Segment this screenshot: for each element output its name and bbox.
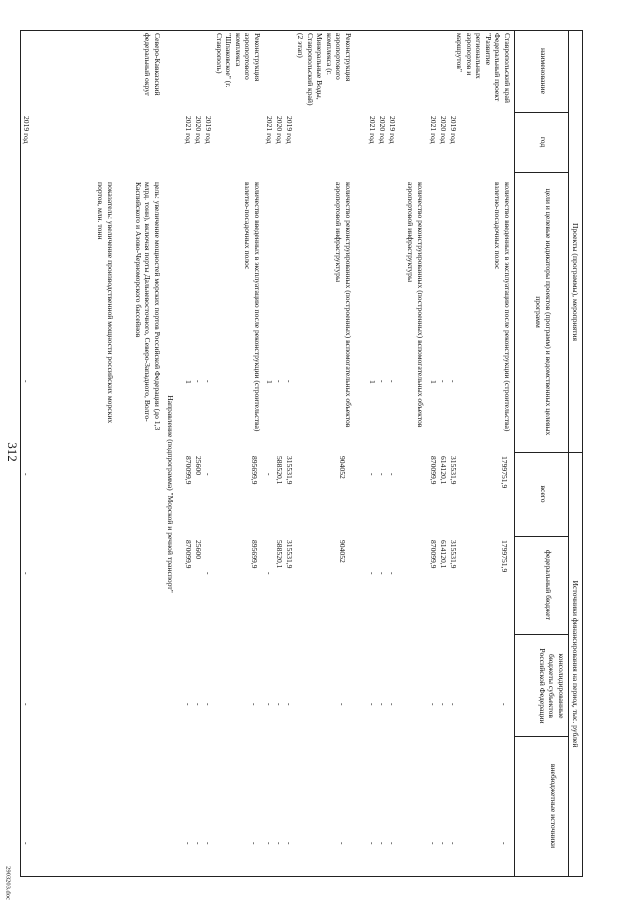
cell-total: - [388, 473, 397, 476]
cell-year: 2021 год [265, 116, 274, 144]
cell-total: 25600 [194, 456, 203, 475]
cell-total: - [368, 473, 377, 476]
cell-regional: - [275, 703, 284, 706]
cell-federal: 315531,9 [285, 540, 294, 569]
cell-federal: 588520,1 [275, 540, 284, 569]
cell-extra: - [194, 842, 203, 845]
cell-federal: 904052 [338, 540, 347, 563]
cell-year: 2019 год [285, 116, 294, 144]
goal-text: цель: увеличение мощностей морских портов Российской Федерации (до 1,3 млрд. тонн), включая порты Дальневосточного, Северо-Западного, Волго-Каспийского и Азово-Черноморского бассейнов [134, 182, 162, 431]
cell-federal: 870099,9 [184, 540, 193, 569]
cell-extra: - [204, 842, 213, 845]
cell-federal: - [368, 572, 377, 575]
page-number: 312 [5, 442, 20, 462]
header-total: всего [539, 485, 548, 503]
cell-regional: - [22, 703, 31, 706]
header-group-divider [568, 30, 569, 877]
cell-regional: - [368, 703, 377, 706]
cell-year: 2019 год [449, 116, 458, 144]
cell-extra: - [184, 842, 193, 845]
cell-value: 1 [429, 380, 438, 384]
cell-value: - [388, 380, 397, 383]
cell-year: 2020 год [439, 116, 448, 144]
cell-regional: - [204, 703, 213, 706]
cell-federal: 870099,9 [429, 540, 438, 569]
cell-total: 895699,9 [250, 456, 259, 485]
indicator-aux-objects: количество реконструированных (построенных) вспомогательных объектов аэропортовой инфраструктуры [406, 182, 425, 428]
cell-federal: 25600 [194, 540, 203, 559]
cell-regional: - [338, 703, 347, 706]
cell-dash: - [439, 842, 448, 845]
cell-value: - [194, 380, 203, 383]
header-bottom-border [514, 30, 515, 877]
direction-title: Направление (подпрограмма) "Морской и речной транспорт" [166, 395, 175, 593]
cell-total: 870099,9 [184, 456, 193, 485]
cell-regional: - [378, 703, 387, 706]
cell-extra: - [250, 842, 259, 845]
cell-total: - [22, 473, 31, 476]
cell-extra: - [275, 842, 284, 845]
cell-federal: - [22, 572, 31, 575]
indicator-runways: количество введенных в эксплуатацию после реконструкции (строительства) взлетно-посадочных полос [493, 182, 512, 432]
cell-value: - [275, 380, 284, 383]
cell-total: - [378, 473, 387, 476]
header-goals: цели и целевые индикаторы проектов (программ) и ведомственных целевых программ [534, 188, 553, 436]
row-name-shpakovskoe: Реконструкция аэропортового комплекса "Шпаковское" (г. Ставрополь) [215, 33, 262, 88]
row-name-stavropol: Ставропольский край Федеральный проект "Развитие региональных аэропортов и маршрутов" [455, 33, 512, 103]
cell-value: - [22, 380, 31, 383]
indicator-aux-objects: количество реконструированных (построенных) вспомогательных объектов аэропортовой инфраструктуры [334, 182, 353, 428]
cell-federal: - [388, 572, 397, 575]
cell-total: 315531,9 [285, 456, 294, 485]
header-extrabudget: внебюджетные источники [549, 763, 558, 849]
table-right-border [21, 876, 583, 877]
column-divider [515, 172, 569, 173]
row-name-minvody: Реконструкция аэропортового комплекса (г. Минеральные Воды, Ставропольский край) (2 этап) [296, 33, 353, 106]
cell-value: - [449, 380, 458, 383]
cell-federal: - [378, 572, 387, 575]
cell-regional: - [265, 703, 274, 706]
cell-value: 1 [184, 380, 193, 384]
cell-value: 1 [368, 380, 377, 384]
table-bottom-border [20, 30, 21, 877]
cell-year: 2021 год [368, 116, 377, 144]
cell-dash: - [449, 842, 458, 845]
cell-regional: - [184, 703, 193, 706]
header-year: год [539, 136, 548, 148]
cell-extra: - [378, 842, 387, 845]
cell-regional: - [429, 703, 438, 706]
cell-total: 870099,9 [429, 456, 438, 485]
cell-extra: - [285, 842, 294, 845]
document-filename: 2903203.doc [4, 866, 12, 900]
column-divider [515, 736, 569, 737]
cell-year: 2019 год [22, 116, 31, 144]
cell-year: 2019 год [388, 116, 397, 144]
cell-total: 315531,9 [449, 456, 458, 485]
indicator-runways: количество введенных в эксплуатацию после реконструкции (строительства) взлетно-посадочных полос [243, 182, 262, 432]
cell-value: 1 [265, 380, 274, 384]
header-regional: консолидированные бюджеты субъектов Российской Федерации [538, 648, 566, 724]
cell-year: 2020 год [194, 116, 203, 144]
column-divider [515, 634, 569, 635]
cell-federal: 315531,9 [449, 540, 458, 569]
cell-extra: - [338, 842, 347, 845]
indicator-port-capacity: показатель: увеличение производственной мощности российских морских портов, млн. тонн [96, 182, 115, 424]
cell-total: 904052 [338, 456, 347, 479]
header-financing-group: Источники финансирования на период, тыс. рублей [571, 580, 580, 748]
cell-year: 2021 год [429, 116, 438, 144]
cell-regional: - [285, 703, 294, 706]
column-divider [515, 536, 569, 537]
header-name: наименование [539, 48, 548, 94]
cell-value: - [204, 380, 213, 383]
cell-federal: 895699,9 [250, 540, 259, 569]
cell-federal: 614120,1 [439, 540, 448, 569]
cell-regional: - [194, 703, 203, 706]
cell-extra: - [265, 842, 274, 845]
table-top-border [582, 30, 583, 877]
row-name-nkfo: Северо-Кавказский федеральный округ [143, 33, 162, 97]
cell-total: - [265, 473, 274, 476]
cell-regional: - [449, 703, 458, 706]
cell-extra: - [388, 842, 397, 845]
cell-year: 2021 год [184, 116, 193, 144]
table-left-border [21, 30, 583, 31]
cell-extra: - [368, 842, 377, 845]
cell-value: - [439, 380, 448, 383]
cell-dash: - [500, 842, 509, 845]
cell-federal: - [204, 572, 213, 575]
cell-total: - [204, 473, 213, 476]
cell-regional: - [439, 703, 448, 706]
cell-regional: - [388, 703, 397, 706]
cell-federal: - [265, 572, 274, 575]
cell-value: - [378, 380, 387, 383]
cell-year: 2019 год [204, 116, 213, 144]
cell-extra: - [22, 842, 31, 845]
cell-total: 614120,1 [439, 456, 448, 485]
cell-total: 588520,1 [275, 456, 284, 485]
cell-regional: - [250, 703, 259, 706]
header-projects-group: Проекты (программы), мероприятия [571, 222, 580, 342]
cell-year: 2020 год [378, 116, 387, 144]
cell-total: 1799751,9 [500, 456, 509, 489]
cell-dash: - [429, 842, 438, 845]
cell-regional: - [500, 703, 509, 706]
cell-value: - [285, 380, 294, 383]
header-federal: федеральный бюджет [544, 550, 553, 620]
cell-year: 2020 год [275, 116, 284, 144]
cell-federal: 1799751,9 [500, 540, 509, 573]
